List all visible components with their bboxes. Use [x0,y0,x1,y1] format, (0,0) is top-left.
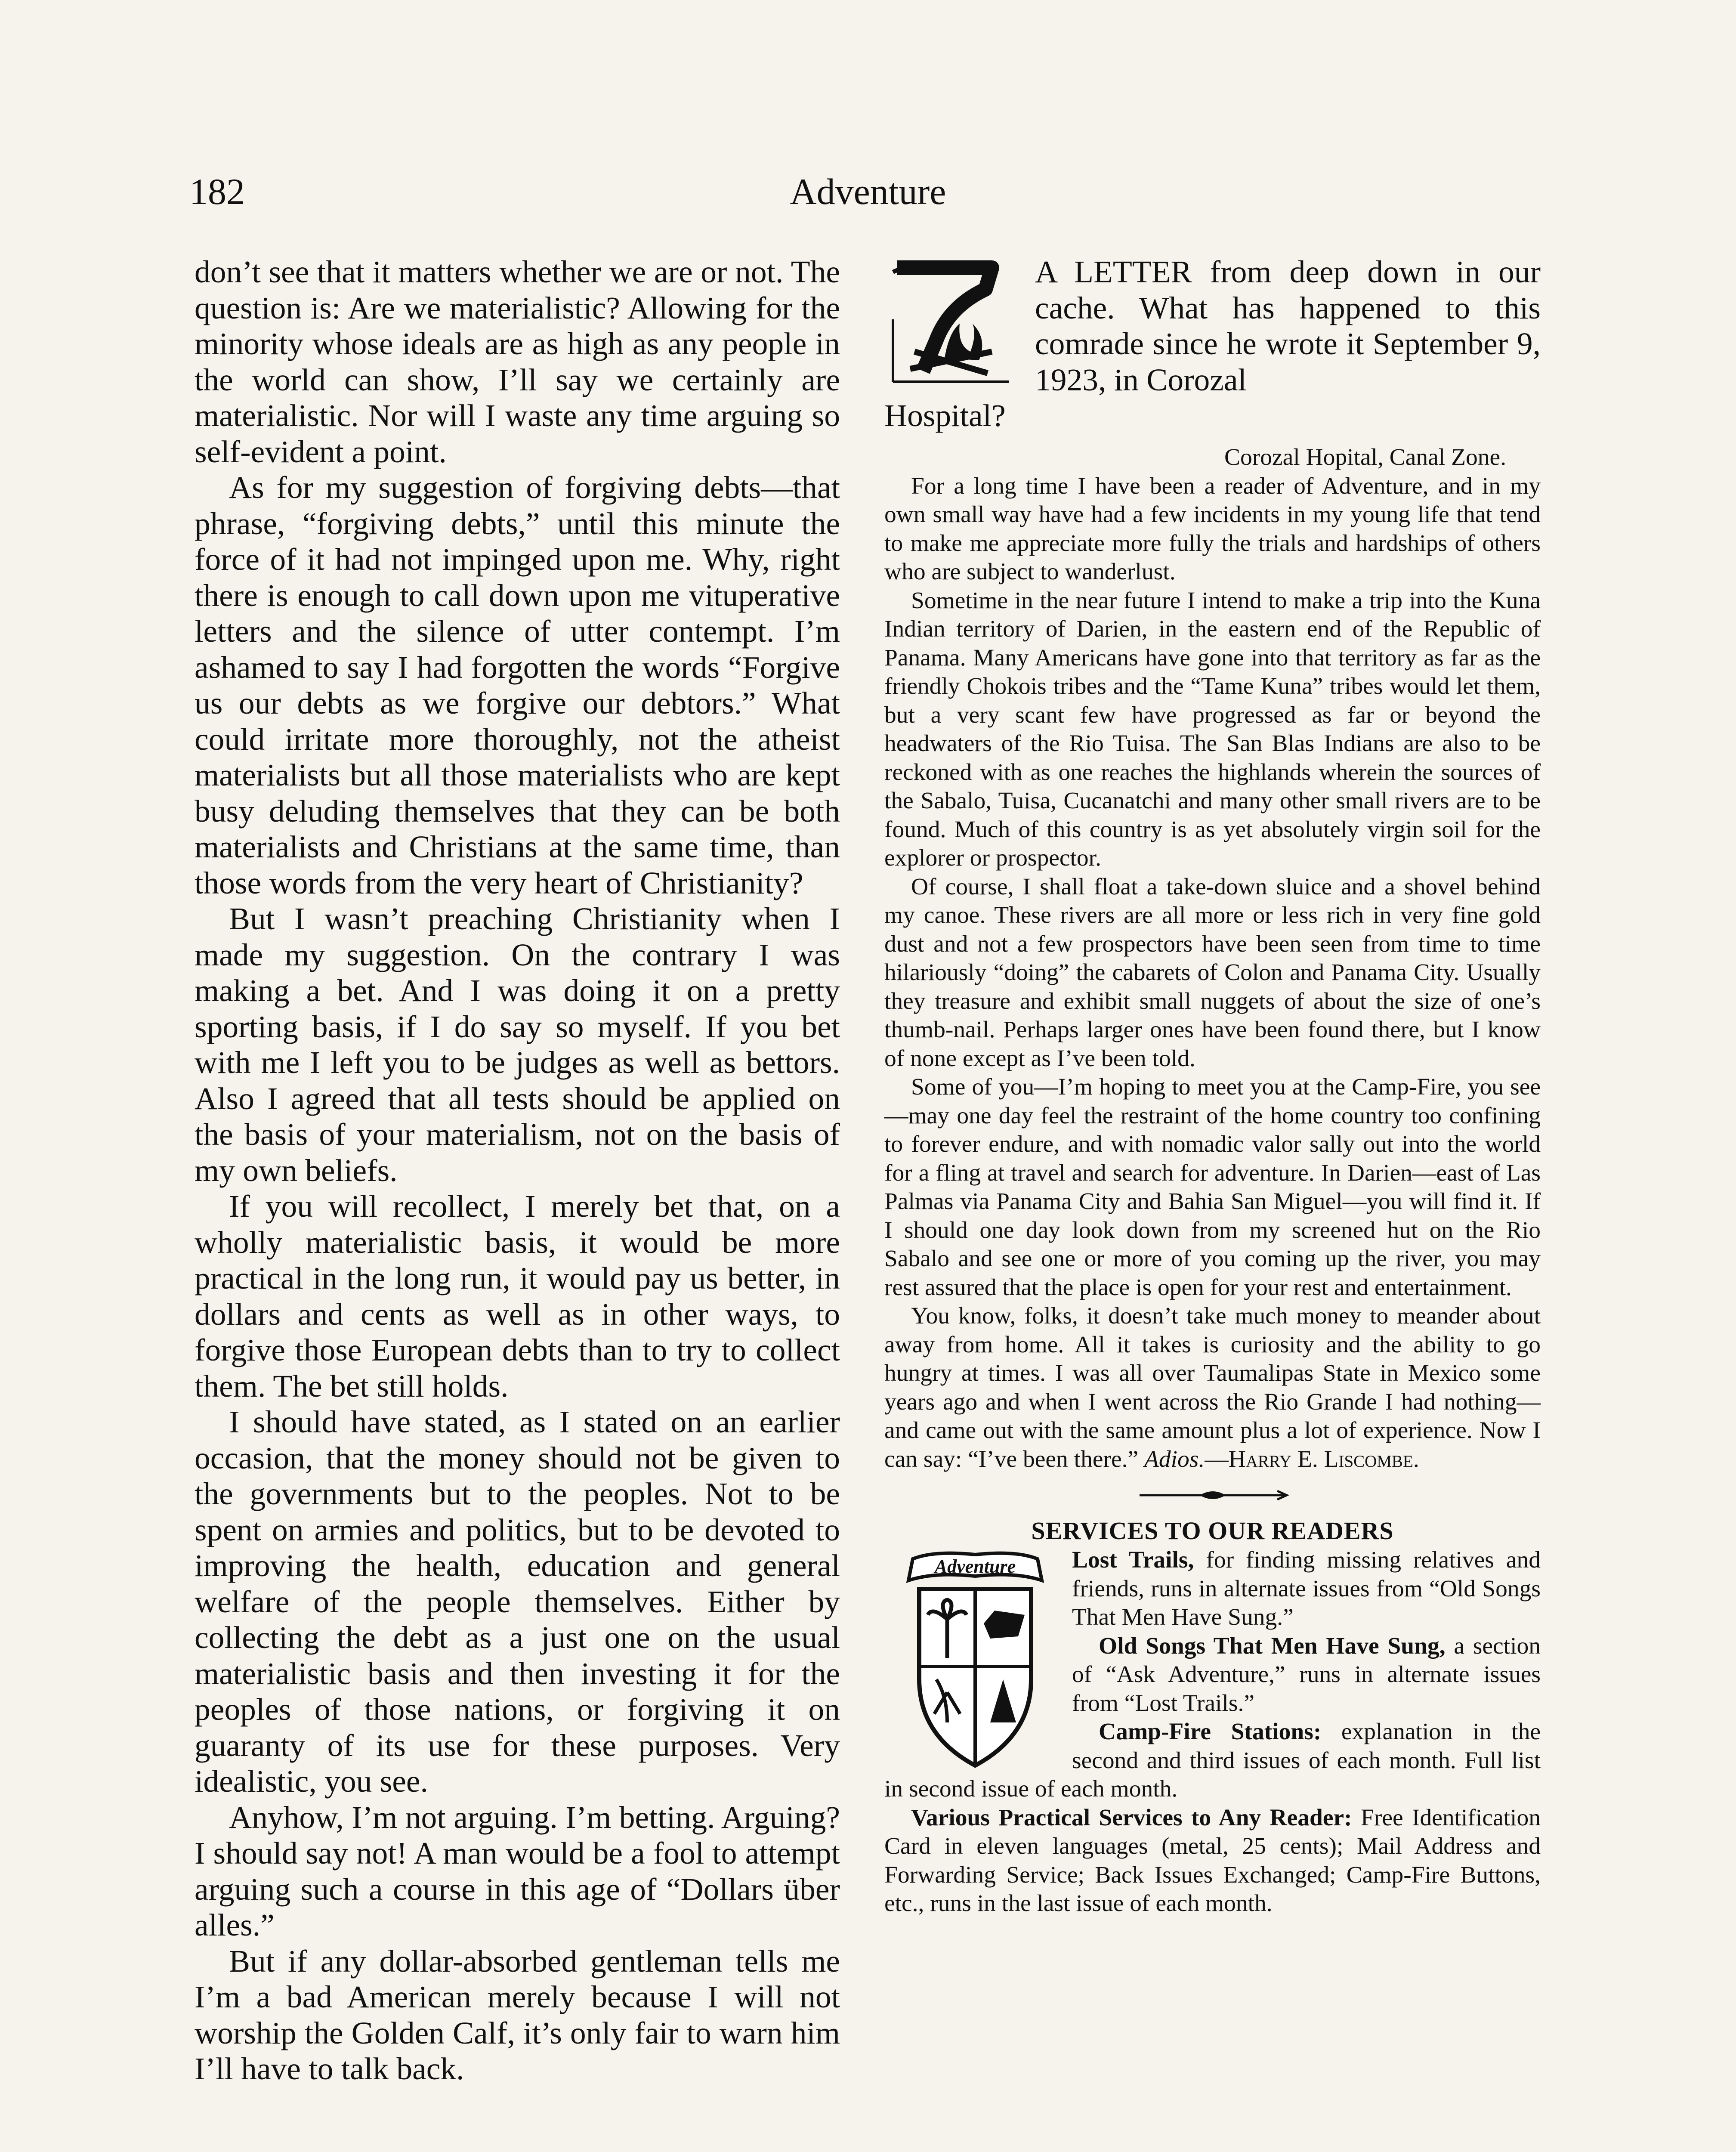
page-number: 182 [189,171,245,212]
letter-dateline: Corozal Hopital, Canal Zone. [1224,444,1506,470]
adventure-shield-logo [887,1550,1063,1774]
letter-intro-text: A LETTER from deep down in our cache. What has happened to this comrade since he wrote it September 9, 1923, in Corozal [1035,254,1541,397]
letter-paragraph: Sometime in the near future I intend to make a trip into the Kuna Indian territory of Darien, in the eastern end of the Republic of Panama. Many Americans have gone into that territory as far as the friendly Chokois tribes and the “Tame Kuna” tribes would let them, but a very scant few have progressed as far or beyond the headwaters of the Rio Tuisa. The San Blas Indians are also to be reckoned with as one reaches the highlands wherein the sources of the Sabalo, Tuisa, Cucanatchi and many other small rivers are to be found. Much of this country is as yet absolutely virgin soil for the explorer or prospector. [884,587,1541,871]
letter-paragraph-text: You know, folks, it doesn’t take much money to meander about away from home. All it takes is curiosity and the ability to go hungry at times. I was all over Taumalipas State in Mexico some years ago and when I went across the Rio Grande I had nothing—and came out with the same amount plus a lot of experience. Now I can say: “I’ve been there.” [884,1303,1541,1472]
service-name: Lost Trails, [1072,1547,1194,1573]
paragraph: But I wasn’t preaching Christianity when I made my suggestion. On the contrary I was making a bet. And I was doing it on a pretty sporting basis, if I do say so myself. If you bet with me I left you to be judges as well as bettors. Also I agreed that all tests should be applied on the basis of your materialism, not on the basis of my own beliefs. [195,901,840,1188]
service-description: explanation in the second and third issues of each month. Full list in second issue of each month. [884,1719,1541,1802]
service-description: a section of “Ask Adventure,” runs in alternate issues from “Lost Trails.” [1072,1633,1541,1716]
service-name: Old Songs That Men Have Sung, [1099,1633,1446,1659]
paragraph: But if any dollar-absorbed gentleman tells me I’m a bad American merely because I will not worship the Golden Calf, it’s only fair to warn him I’ll have to talk back. [195,1943,840,2086]
paragraph: I should have stated, as I stated on an earlier occasion, that the money should not be given to the governments but to the peoples. Not to be spent on armies and politics, but to be devoted to improving the health, education and general welfare of the people themselves. Either by collecting the debt as a just one on the usual materialistic basis and then investing it for the peoples of those nations, or forgiving it on guaranty of its use for these purposes. Very idealistic, you see. [195,1404,840,1799]
svg-text:Adventure: Adventure [934,1556,1016,1577]
letter-intro-text-end: Hospital? [884,398,1006,433]
letter-paragraph: For a long time I have been a reader of Adventure, and in my own small way have had a few incidents in my young life that tend to make me appreciate more fully the trials and hardships of others who are subject to wanderlust. [884,473,1541,585]
letter-paragraph [884,1302,1541,1474]
drop-cap-campfire-icon [884,259,1013,388]
left-column [195,254,840,2087]
service-name: Camp-Fire Stations: [1099,1719,1322,1745]
ornament-divider [884,1482,1541,1508]
letter-paragraph: Of course, I shall float a take-down sluice and a shovel behind my canoe. These rivers are all more or less rich in very fine gold dust and not a few prospectors have been seen from time to time hilariously “doing” the cabarets of Colon and Panama City. Usually they treasure and exhibit small nuggets of about the size of one’s thumb-nail. Perhaps larger ones have been found there, but I know of none except as I’ve been told. [884,873,1541,1072]
paragraph: If you will recollect, I merely bet that, on a wholly materialistic basis, it would be more practical in the long run, it would pay us better, in dollars and cents as well as in other ways, to forgive those European debts than to try to collect them. The bet still holds. [195,1189,840,1404]
letter-signature: —Harry E. Liscombe. [1205,1446,1419,1472]
reader-letter [884,443,1541,1474]
right-column [884,254,1541,1918]
services-heading: SERVICES TO OUR READERS [1031,1517,1394,1545]
letter-paragraph: Some of you—I’m hoping to meet you at the Camp-Fire, you see—may one day feel the restraint of the home country too confining to forever endure, and with nomadic valor sally out into the world for a fling at travel and search for adventure. In Darien—east of Las Palmas via Panama City and Bahia San Miguel—you will find it. If I should one day look down from my screened hut on the Rio Sabalo and see one or more of you coming up the river, you may rest assured that the place is open for your rest and entertainment. [884,1074,1541,1301]
letter-signoff: Adios. [1144,1446,1205,1472]
paragraph: Anyhow, I’m not arguing. I’m betting. Arguing? I should say not! A man would be a fool to attempt arguing such a course in this age of “Dollars über alles.” [195,1800,840,1942]
paragraph: As for my suggestion of forgiving debts—that phrase, “forgiving debts,” until this minute the force of it had not impinged upon me. Why, right there is enough to call down upon me vituperative letters and the silence of utter contempt. I’m ashamed to say I had forgotten the words “Forgive us our debts as we forgive our debtors.” What could irritate more thoroughly, not the atheist materialists but all those materialists who are kept busy deluding themselves that they can be both materialists and Christians at the same time, than those words from the very heart of Christianity? [195,470,840,900]
service-name: Various Practical Services to Any Reader: [911,1804,1352,1831]
arrow-ornament-icon [1135,1487,1290,1504]
services-section [884,1546,1541,1918]
running-title: Adventure [790,171,946,212]
service-description: Free Identification Card in eleven languages (metal, 25 cents); Mail Address and Forwarding Service; Back Issues Exchanged; Camp-Fire Buttons, etc., runs in the last issue of each month. [884,1804,1541,1917]
service-various-practical [884,1804,1541,1918]
service-description: for finding missing relatives and friends, runs in alternate issues from “Old Songs That Men Have Sung.” [1072,1547,1541,1630]
page-header [189,166,1547,217]
paragraph: don’t see that it matters whether we are or not. The question is: Are we materialistic? Allowing for the minority whose ideals are as high as any people in the world can show, I’ll say we certainly are materialistic. Nor will I waste any time arguing so self-evident a point. [195,254,840,469]
letter-intro [884,254,1541,443]
